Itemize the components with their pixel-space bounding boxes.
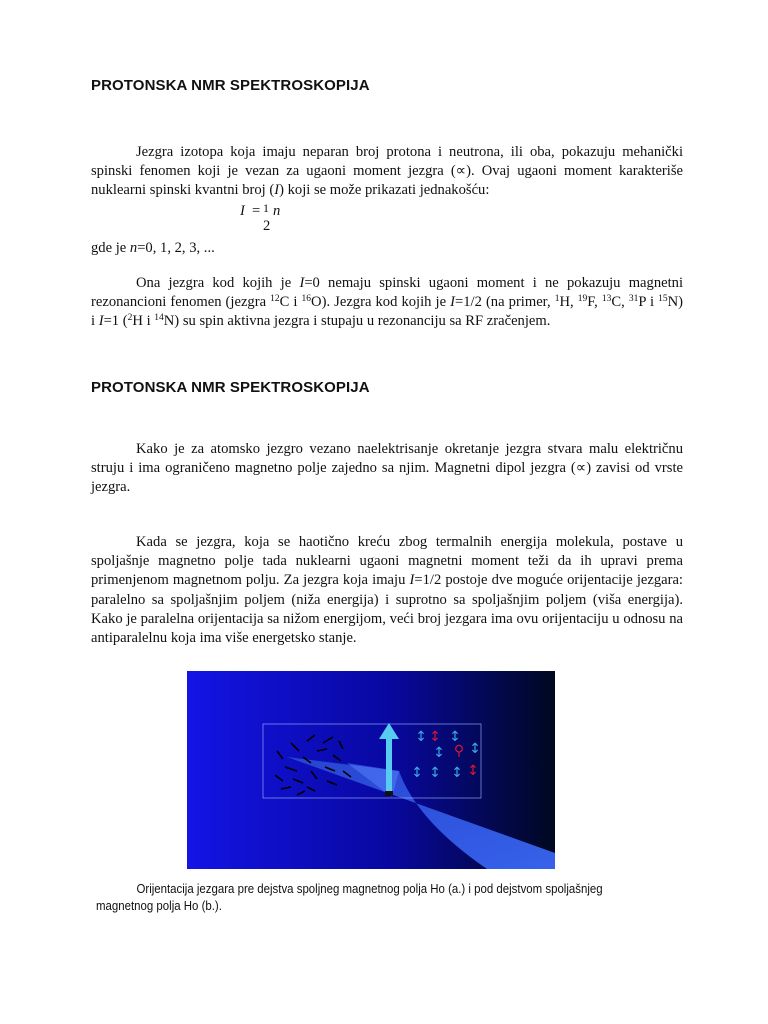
svg-text:↕: ↕ [429,765,441,781]
paragraph-magnetic-dipole: Kako je za atomsko jezgro vezano naelektrisanje okretanje jezgra stvara malu električnu struju i ima ograničeno magnetno polje zajedno sa njim. Magnetni dipol jezgra (∝) zavisi od vrste jezgra. [91,441,683,496]
svg-text:↕: ↕ [467,763,479,779]
svg-text:↕: ↕ [415,729,427,745]
svg-text:↕: ↕ [469,741,481,757]
caption-line-2: magnetnog polja Ho (b.). [96,898,222,913]
svg-text:⚲: ⚲ [453,743,465,759]
spin-formula: I = 1 n 2 [240,201,281,234]
svg-text:↕: ↕ [451,765,463,781]
nmr-orientation-figure [187,671,555,869]
figure-caption [96,880,615,914]
section-heading-2: PROTONSKA NMR SPEKTROSKOPIJA [91,379,370,396]
caption-line-1: Orijentacija jezgara pre dejstva spoljneg magnetnog polja Ho (a.) i pod dejstvom spoljašnjeg [136,881,603,896]
svg-text:↕: ↕ [433,745,445,761]
section-heading: PROTONSKA NMR SPEKTROSKOPIJA [91,77,370,94]
svg-text:↕: ↕ [411,765,423,781]
paragraph-n-values: gde je n=0, 1, 2, 3, ... [91,240,215,256]
paragraph-spin-intro: Jezgra izotopa koja imaju neparan broj protona i neutrona, ili oba, pokazuju mehanički spinski fenomen koji je vezan za ugaoni moment jezgra (∝). Ovaj ugaoni moment karakteriše nuklearni spinski kvantni broj (I) koji se može prikazati jednakošću: [91,144,683,199]
svg-text:↕: ↕ [429,729,441,745]
paragraph-spin-active-nuclei: Ona jezgra kod kojih je I=0 nemaju spinski ugaoni moment i ne pokazuju magnetni rezonancioni fenomen (jezgra $^{12}$C i $^{16}$O). Jezgra kod kojih je I=1/2 (na primer, $^1$H, $^{19}$F, $^{13}$C, $^{31}$P i $^{15}$N) i I=1 ($^2$H i $^{14}$N) su spin aktivna jezgra i stupaju u rezonanciju sa RF zračenjem. [91,275,683,330]
paragraph-orientation: Kada se jezgra, koja se haotično kreću zbog termalnih energija molekula, postave u spoljašnje magnetno polje tada nuklearni ugaoni magnetni moment teži da ih upravi prema primenjenom magnetnom polju. Za jezgra koja imaju I=1/2 postoje dve moguće orijentacije jezgara: paralelno sa spoljašnjim poljem (niža energija) i suprotno sa spoljašnjim poljem (viša energija). Kako je paralelna orijentacija sa nižom energijom, veći broj jezgara ima ovu orijentaciju u odnosu na antiparalelnu koja ima više energetsko stanje. [91,534,683,647]
svg-text:↕: ↕ [449,729,461,745]
